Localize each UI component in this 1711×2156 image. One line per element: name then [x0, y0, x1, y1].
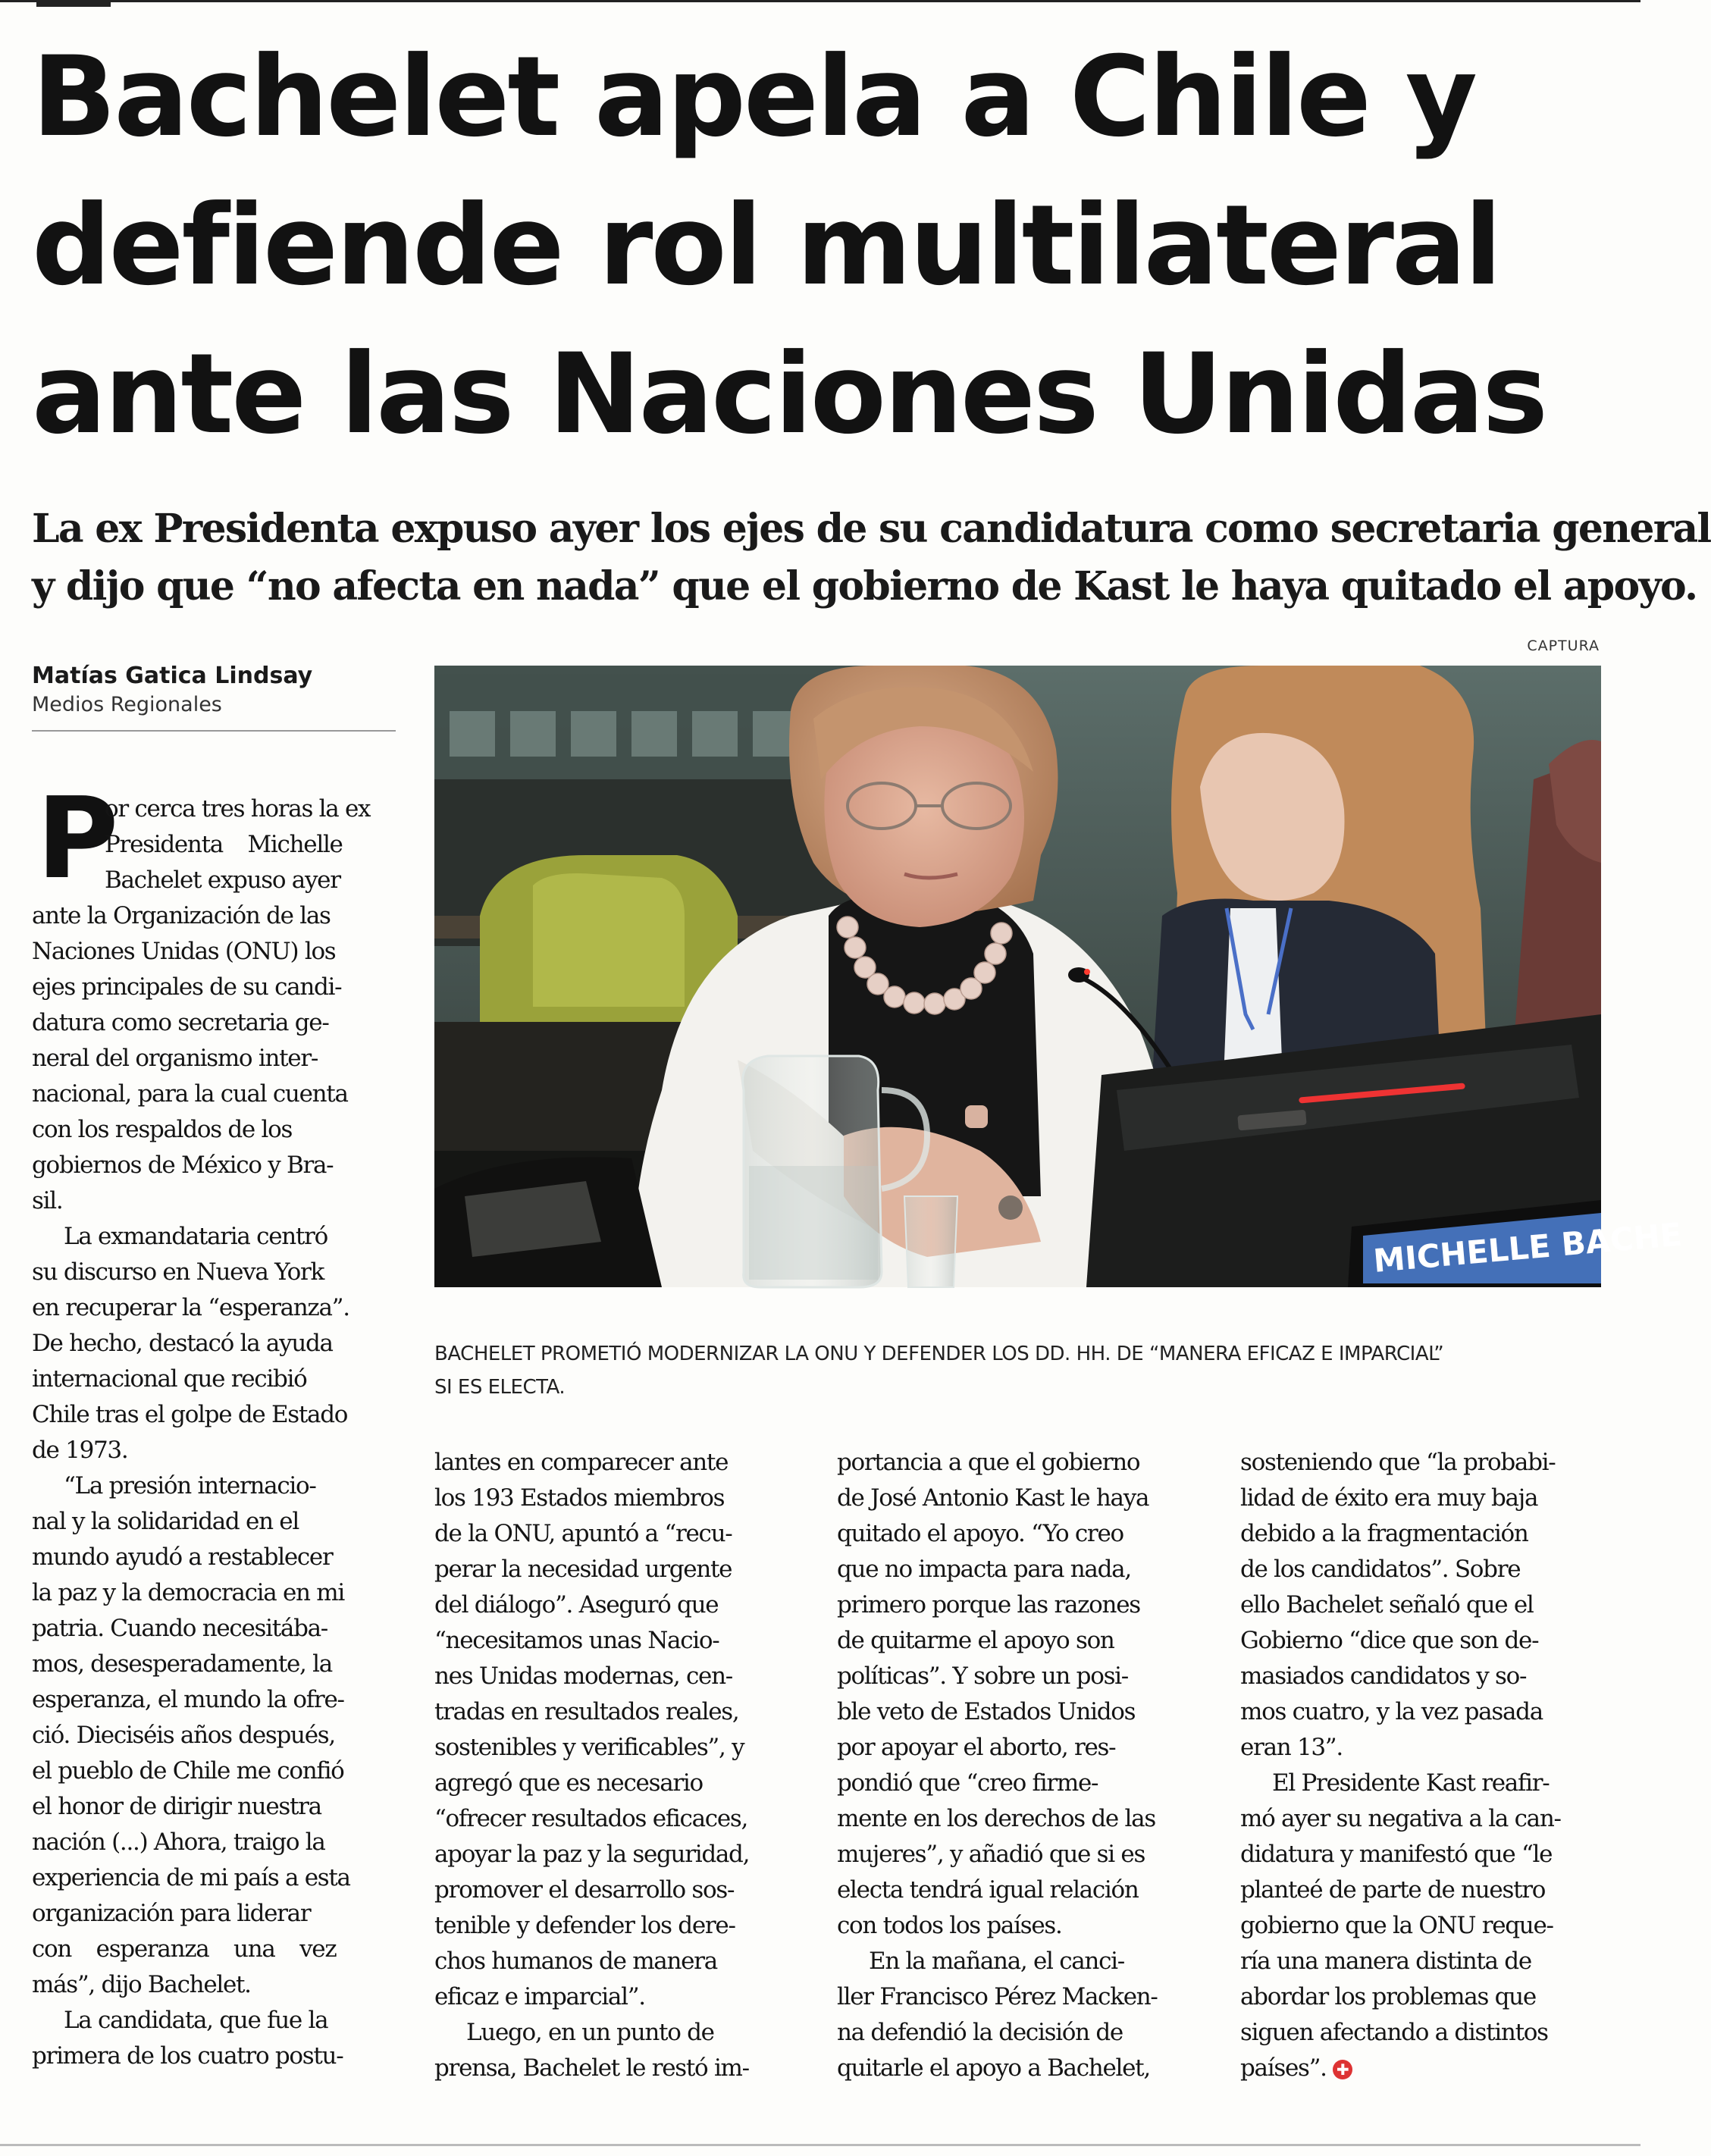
body-line: de 1973. [32, 1437, 128, 1464]
body-line: “necesitamos unas Nacio- [434, 1627, 719, 1654]
body-line: con los respaldos de los [32, 1116, 293, 1143]
body-line: ble veto de Estados Unidos [837, 1698, 1136, 1725]
body-line: na defendió la decisión de [837, 2019, 1123, 2046]
article-photo [434, 666, 1684, 1287]
byline-outlet: Medios Regionales [32, 693, 222, 716]
photo-illustration [434, 666, 1684, 1287]
body-line: ría una manera distinta de [1240, 1948, 1531, 1975]
body-line: de quitarme el apoyo son [837, 1627, 1114, 1654]
drop-cap: P [36, 773, 119, 904]
body-line: ller Francisco Pérez Macken- [837, 1983, 1158, 2010]
body-line: nal y la solidaridad en el [32, 1508, 299, 1535]
body-line: ejes principales de su candi- [32, 973, 342, 1001]
body-line: prensa, Bachelet le restó im- [434, 2054, 749, 2082]
body-line: eficaz e imparcial”. [434, 1983, 645, 2010]
body-line: La exmandataria centró [64, 1223, 327, 1250]
body-line: datura como secretaria ge- [32, 1009, 329, 1036]
body-line: En la mañana, el canci- [869, 1948, 1124, 1975]
monitor-nameplate: MICHELLE BACHE [1371, 1215, 1684, 1280]
headline-line: Bachelet apela a Chile y [32, 33, 1475, 161]
body-line: or cerca tres horas la ex [105, 795, 371, 823]
body-line: mujeres”, y añadió que si es [837, 1841, 1145, 1868]
body-line: el honor de dirigir nuestra [32, 1793, 321, 1820]
section-tab [36, 0, 111, 7]
body-line: primero porque las razones [837, 1591, 1140, 1619]
body-line: políticas”. Y sobre un posi- [837, 1662, 1128, 1690]
body-line: con todos los países. [837, 1912, 1062, 1939]
body-line: mó ayer su negativa a la can- [1240, 1805, 1561, 1832]
body-line: De hecho, destacó la ayuda [32, 1330, 333, 1357]
end-of-article-icon: ✚ [1333, 2060, 1352, 2079]
article-column-1 [32, 773, 396, 2074]
subheadline-line: La ex Presidenta expuso ayer los ejes de su candidatura como secretaria general [32, 506, 1711, 552]
body-line: ante la Organización de las [32, 902, 331, 929]
body-line: Presidenta Michelle [105, 831, 343, 858]
article-column-2 [434, 1445, 798, 2086]
subheadline-line: y dijo que “no afecta en nada” que el gobierno de Kast le haya quitado el apoyo. [32, 563, 1697, 610]
bottom-rule [0, 2144, 1640, 2146]
body-line [1240, 2051, 1604, 2086]
body-line: electa tendrá igual relación [837, 1876, 1139, 1904]
caption-line: BACHELET PROMETIÓ MODERNIZAR LA ONU Y DEFENDER LOS DD. HH. DE “MANERA EFICAZ E IMPARCIAL” [434, 1343, 1444, 1365]
article-column-4 [1240, 1445, 1604, 2086]
headline [32, 23, 1616, 468]
body-line: agregó que es necesario [434, 1769, 703, 1797]
body-line: internacional que recibió [32, 1365, 307, 1393]
body-line: neral del organismo inter- [32, 1045, 318, 1072]
body-line: sostenibles y verificables”, y [434, 1734, 744, 1761]
body-line: La candidata, que fue la [64, 2007, 328, 2034]
body-line: de los candidatos”. Sobre [1240, 1556, 1521, 1583]
body-line: esperanza, el mundo la ofre- [32, 1686, 344, 1713]
body-line: más”, dijo Bachelet. [32, 1971, 251, 1998]
body-line: tenible y defender los dere- [434, 1912, 735, 1939]
byline-rule [32, 730, 396, 732]
body-line: planteé de parte de nuestro [1240, 1876, 1546, 1904]
body-line: de José Antonio Kast le haya [837, 1484, 1149, 1512]
body-line: Bachelet expuso ayer [105, 866, 340, 894]
body-line: mundo ayudó a restablecer [32, 1543, 333, 1571]
body-line: por apoyar el aborto, res- [837, 1734, 1116, 1761]
body-line: El Presidente Kast reafir- [1272, 1769, 1550, 1797]
body-line: gobiernos de México y Bra- [32, 1152, 334, 1179]
body-line: apoyar la paz y la seguridad, [434, 1841, 750, 1868]
headline-line: defiende rol multilateral [32, 181, 1500, 310]
body-line: “ofrecer resultados eficaces, [434, 1805, 748, 1832]
body-line: promover el desarrollo sos- [434, 1876, 735, 1904]
body-line: primera de los cuatro postu- [32, 2042, 343, 2070]
body-line: con esperanza una vez [32, 1935, 337, 1963]
byline-author: Matías Gatica Lindsay [32, 663, 313, 689]
headline-line: ante las Naciones Unidas [32, 330, 1546, 459]
body-line: nación (...) Ahora, traigo la [32, 1829, 325, 1856]
body-line: abordar los problemas que [1240, 1983, 1536, 2010]
body-line: tradas en resultados reales, [434, 1698, 739, 1725]
article-column-3 [837, 1445, 1201, 2086]
body-line: siguen afectando a distintos [1240, 2019, 1548, 2046]
body-line: quitado el apoyo. “Yo creo [837, 1520, 1123, 1547]
body-line: del diálogo”. Aseguró que [434, 1591, 719, 1619]
body-line: perar la necesidad urgente [434, 1556, 732, 1583]
body-line: organización para liderar [32, 1900, 311, 1927]
caption-line: SI ES ELECTA. [434, 1376, 566, 1399]
body-line: “La presión internacio- [64, 1472, 316, 1499]
body-line: nes Unidas modernas, cen- [434, 1662, 732, 1690]
body-line: didatura y manifestó que “le [1240, 1841, 1553, 1868]
body-line: ello Bachelet señaló que el [1240, 1591, 1534, 1619]
body-line: los 193 Estados miembros [434, 1484, 725, 1512]
body-line: gobierno que la ONU reque- [1240, 1912, 1553, 1939]
subheadline [32, 500, 1711, 616]
top-rule [0, 0, 1640, 2]
body-line: nacional, para la cual cuenta [32, 1080, 348, 1108]
body-line: Gobierno “dice que son de- [1240, 1627, 1539, 1654]
body-line: su discurso en Nueva York [32, 1258, 324, 1286]
body-line: la paz y la democracia en mi [32, 1579, 344, 1606]
body-line: lantes en comparecer ante [434, 1449, 729, 1476]
byline [32, 661, 396, 719]
body-line: debido a la fragmentación [1240, 1520, 1528, 1547]
body-line: masiados candidatos y so- [1240, 1662, 1527, 1690]
body-line: mos, desesperadamente, la [32, 1650, 332, 1678]
body-line: experiencia de mi país a esta [32, 1864, 350, 1891]
body-line: quitarle el apoyo a Bachelet, [837, 2054, 1150, 2082]
body-line: portancia a que el gobierno [837, 1449, 1140, 1476]
body-line-text: países”. [1240, 2054, 1327, 2082]
body-line: chos humanos de manera [434, 1948, 717, 1975]
photo-credit: CAPTURA [1527, 638, 1600, 654]
body-line: mente en los derechos de las [837, 1805, 1155, 1832]
body-line: Chile tras el golpe de Estado [32, 1401, 348, 1428]
body-line: ció. Dieciséis años después, [32, 1722, 335, 1749]
body-line: sil. [32, 1187, 63, 1214]
body-line: de la ONU, apuntó a “recu- [434, 1520, 732, 1547]
body-line: pondió que “creo firme- [837, 1769, 1098, 1797]
body-line: Luego, en un punto de [466, 2019, 714, 2046]
body-line: que no impacta para nada, [837, 1556, 1131, 1583]
body-line: lidad de éxito era muy baja [1240, 1484, 1538, 1512]
body-line: el pueblo de Chile me confió [32, 1757, 344, 1785]
body-line: patria. Cuando necesitába- [32, 1615, 327, 1642]
body-line: Naciones Unidas (ONU) los [32, 938, 336, 965]
body-line: sosteniendo que “la probabi- [1240, 1449, 1556, 1476]
photo-caption [434, 1337, 1606, 1404]
body-line: mos cuatro, y la vez pasada [1240, 1698, 1543, 1725]
body-line: eran 13”. [1240, 1734, 1343, 1761]
body-line: en recuperar la “esperanza”. [32, 1294, 349, 1321]
